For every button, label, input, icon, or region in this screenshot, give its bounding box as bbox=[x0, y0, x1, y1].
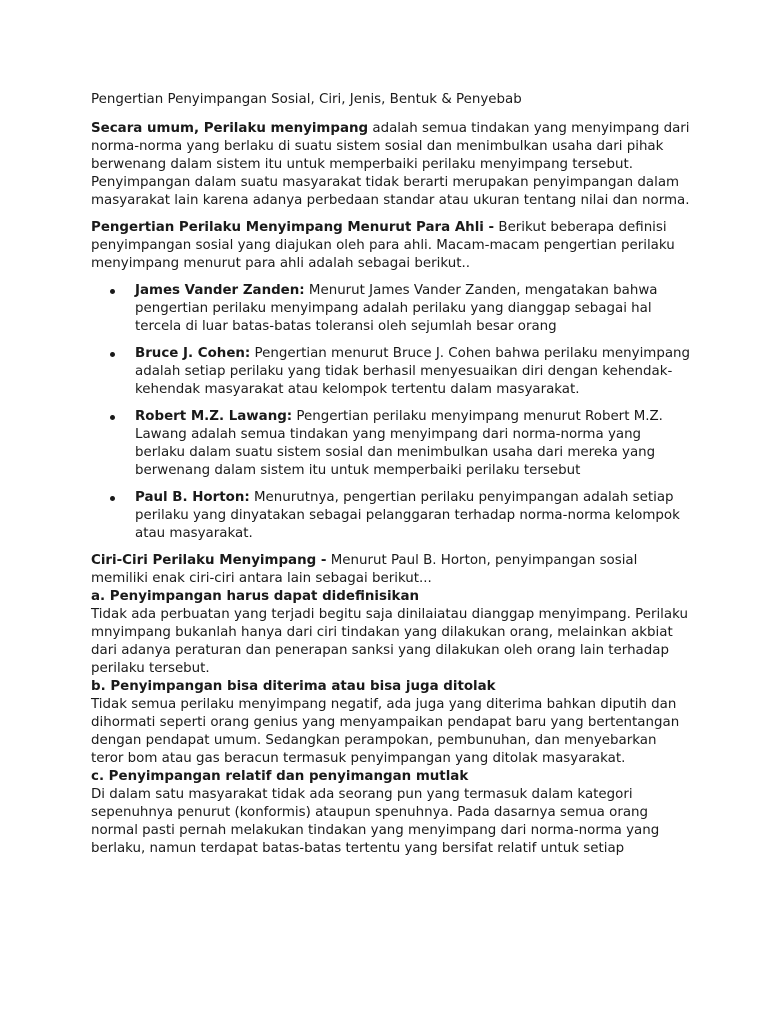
list-item bbox=[135, 489, 691, 543]
expert-name: Paul B. Horton: bbox=[135, 490, 250, 505]
section-body: Tidak ada perbuatan yang terjadi begitu saja dinilaiatau dianggap menyimpang. Perilaku mnyimpang bukanlah hanya dari ciri tindakan yang dilakukan orang, melainkan akbiat dari adanya peraturan dan penerapan sanksi yang dilakukan oleh orang lain terhadap perilaku tersebut. bbox=[91, 607, 688, 676]
section-body: Tidak semua perilaku menyimpang negatif, ada juga yang diterima bahkan diputih dan dihormati seperti orang genius yang menyampaikan pendapat baru yang bertentangan dengan pendapat umum. Sedangkan perampokan, pembunuhan, dan menyebarkan teror bom atau gas beracun termasuk penyimpangan yang ditolak masyarakat. bbox=[91, 697, 680, 766]
bullet-icon bbox=[110, 415, 115, 420]
section-heading-text: c. Penyimpangan relatif dan penyimangan mutlak bbox=[91, 769, 469, 784]
experts-intro-text: Berikut beberapa definisi penyimpangan sosial yang diajukan oleh para ahli. Macam-macam pengertian perilaku menyimpang menurut para ahli adalah sebagai berikut.. bbox=[91, 220, 675, 271]
section-body: Di dalam satu masyarakat tidak ada seorang pun yang termasuk dalam kategori sepenuhnya penurut (konformis) ataupun spenuhnya. Pada dasarnya semua orang normal pasti pernah melakukan tindakan yang menyimpang dari norma-norma yang berlaku, namun terdapat batas-batas tertentu yang bersifat relatif untuk setiap bbox=[91, 787, 660, 856]
list-item bbox=[135, 408, 691, 480]
section-heading bbox=[91, 768, 691, 786]
expert-name: Robert M.Z. Lawang: bbox=[135, 409, 293, 424]
section-heading-text: b. Penyimpangan bisa diterima atau bisa juga ditolak bbox=[91, 679, 496, 694]
bullet-icon bbox=[110, 352, 115, 357]
bullet-icon bbox=[110, 289, 115, 294]
expert-name: James Vander Zanden: bbox=[135, 283, 305, 298]
experts-intro-paragraph bbox=[91, 219, 691, 273]
intro-bold: Secara umum, Perilaku menyimpang bbox=[91, 121, 369, 136]
section-heading bbox=[91, 678, 691, 696]
intro-text: adalah semua tindakan yang menyimpang dari norma-norma yang berlaku di suatu sistem sosial dan menimbulkan usaha dari pihak berwenang dalam sistem itu untuk memperbaiki perilaku menyimpang tersebut. Penyimpangan dalam suatu masyarakat tidak berarti merupakan penyimpangan dalam masyarakat lain karena adanya perbedaan standar atau ukuran tentang nilai dan norma. bbox=[91, 121, 690, 208]
expert-text: Pengertian menurut Bruce J. Cohen bahwa perilaku menyimpang adalah setiap perilaku yang tidak berhasil menyesuaikan diri dengan kehendak-kehendak masyarakat atau kelompok tertentu dalam masyarakat. bbox=[135, 346, 691, 397]
expert-text: Menurutnya, pengertian perilaku penyimpangan adalah setiap perilaku yang dinyatakan sebagai pelanggaran terhadap norma-norma kelompok atau masyarakat. bbox=[135, 490, 680, 541]
experts-intro-bold: Pengertian Perilaku Menyimpang Menurut Para Ahli - bbox=[91, 220, 495, 235]
bullet-icon bbox=[110, 496, 115, 501]
expert-name: Bruce J. Cohen: bbox=[135, 346, 251, 361]
document-page bbox=[91, 91, 691, 858]
expert-text: Pengertian perilaku menyimpang menurut Robert M.Z. Lawang adalah semua tindakan yang menyimpang dari norma-norma yang berlaku dalam suatu sistem sosial dan menimbulkan usaha dari mereka yang berwenang dalam sistem itu untuk memperbaiki perilaku tersebut bbox=[135, 409, 663, 478]
ciri-intro-text: Menurut Paul B. Horton, penyimpangan sosial memiliki enak ciri-ciri antara lain sebagai berikut... bbox=[91, 553, 638, 586]
section-heading bbox=[91, 588, 691, 606]
list-item bbox=[135, 345, 691, 399]
experts-list bbox=[91, 282, 691, 543]
ciri-intro-bold: Ciri-Ciri Perilaku Menyimpang - bbox=[91, 553, 327, 568]
expert-text: Menurut James Vander Zanden, mengatakan bahwa pengertian perilaku menyimpang adalah perilaku yang dianggap sebagai hal tercela di luar batas-batas toleransi oleh sejumlah besar orang bbox=[135, 283, 658, 334]
list-item bbox=[135, 282, 691, 336]
ciri-intro-paragraph bbox=[91, 552, 691, 588]
document-title: Pengertian Penyimpangan Sosial, Ciri, Jenis, Bentuk & Penyebab bbox=[91, 92, 522, 107]
intro-paragraph bbox=[91, 120, 691, 210]
section-heading-text: a. Penyimpangan harus dapat didefinisikan bbox=[91, 589, 420, 604]
